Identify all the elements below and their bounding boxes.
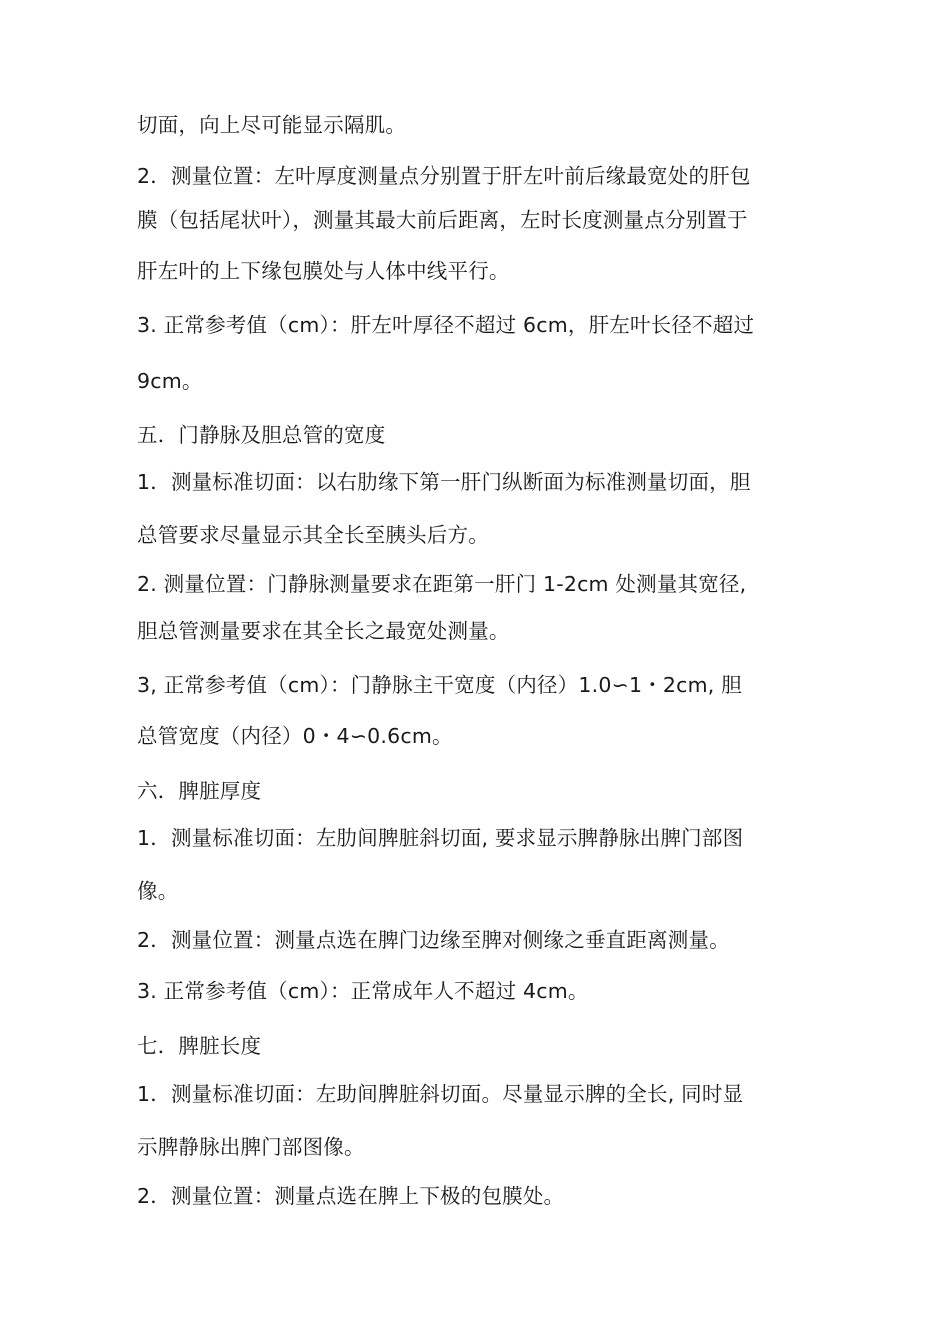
text-line: 2．测量位置：测量点选在脾上下极的包膜处。 <box>137 1184 565 1208</box>
section-heading: 七．脾脏长度 <box>137 1034 262 1058</box>
text-line: 2. 测量位置：门静脉测量要求在距第一肝门 1-2cm 处测量其宽径, <box>137 572 747 596</box>
text-line: 3, 正常参考值（cm）：门静脉主干宽度（内径）1.0∽1・2cm, 胆 <box>137 673 742 697</box>
text-line: 9cm。 <box>137 369 203 393</box>
text-line: 1．测量标准切面：以右肋缘下第一肝门纵断面为标准测量切面，胆 <box>137 470 751 494</box>
text-line: 膜（包括尾状叶），测量其最大前后距离，左时长度测量点分别置于 <box>137 208 748 232</box>
text-line: 3. 正常参考值（cm）：正常成年人不超过 4cm。 <box>137 979 589 1003</box>
text-line: 2．测量位置：测量点选在脾门边缘至脾对侧缘之垂直距离测量。 <box>137 928 730 952</box>
text-line: 1．测量标准切面：左肋间脾脏斜切面, 要求显示脾静脉出脾门部图 <box>137 826 744 850</box>
text-line: 胆总管测量要求在其全长之最宽处测量。 <box>137 619 510 643</box>
text-line: 2．测量位置：左叶厚度测量点分别置于肝左叶前后缘最宽处的肝包 <box>137 164 751 188</box>
text-line: 像。 <box>137 879 179 903</box>
text-line: 示脾静脉出脾门部图像。 <box>137 1135 365 1159</box>
text-line: 3. 正常参考值（cm）：肝左叶厚径不超过 6cm，肝左叶长径不超过 <box>137 313 755 337</box>
text-line: 切面，向上尽可能显示隔肌。 <box>137 113 407 137</box>
text-line: 总管要求尽量显示其全长至胰头后方。 <box>137 523 489 547</box>
text-line: 肝左叶的上下缘包膜处与人体中线平行。 <box>137 259 510 283</box>
text-line: 总管宽度（内径）0・4∽0.6cm。 <box>137 724 453 748</box>
text-line: 1．测量标准切面：左助间脾脏斜切面。尽量显示脾的全长, 同时显 <box>137 1082 744 1106</box>
section-heading: 六．脾脏厚度 <box>137 779 262 803</box>
section-heading: 五．门静脉及胆总管的宽度 <box>137 423 386 447</box>
